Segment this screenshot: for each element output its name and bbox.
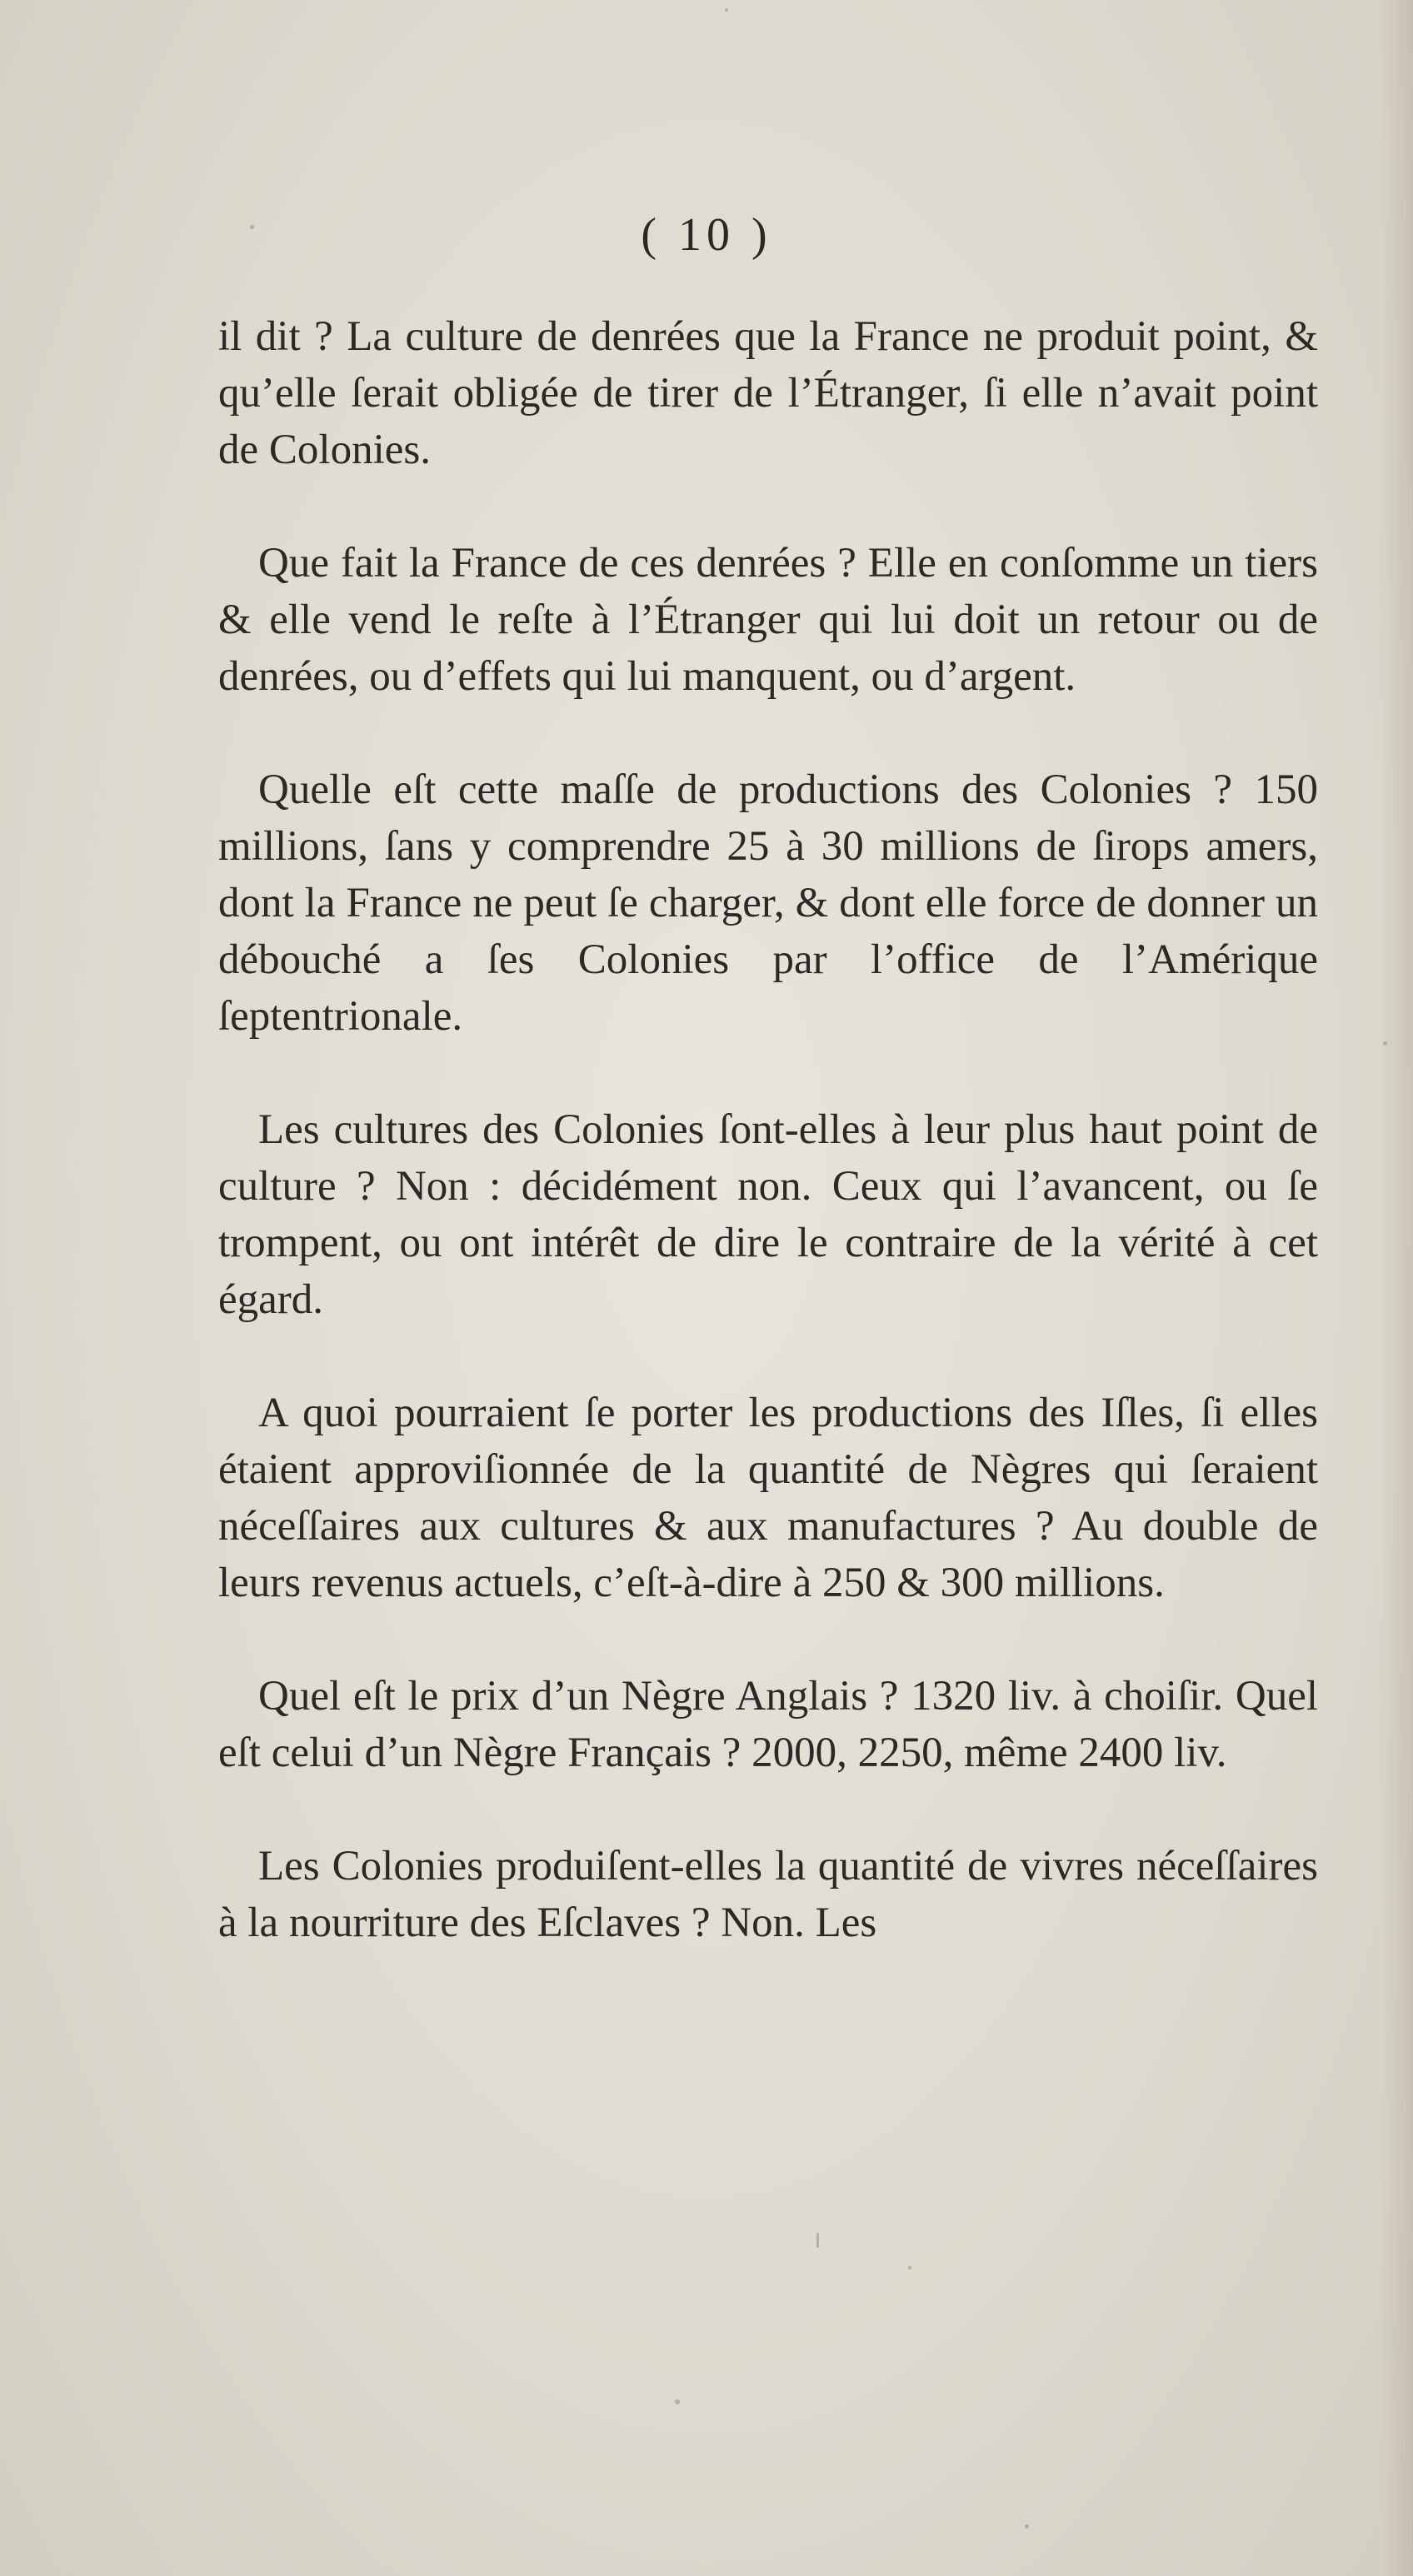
paragraph-7: Les Colonies produiſent-elles la quantité de vivres néceſſaires à la nourriture des Eſclaves ? Non. Les	[218, 1843, 1318, 1946]
page-number: ( 10 )	[641, 209, 772, 261]
paragraph-4: Les cultures des Colonies ſont-elles à leur plus haut point de culture ? Non : décidément non. Ceux qui l’avancent, ou ſe trompent, ou ont intérêt de dire le contraire de la vérité à cet égard.	[218, 1106, 1318, 1323]
paper-speck	[816, 2233, 819, 2248]
paper-speck	[1025, 2524, 1029, 2529]
paper-speck	[908, 2266, 911, 2269]
paper-speck	[1383, 1041, 1387, 1046]
body-text	[218, 308, 1318, 2008]
paper-speck	[250, 225, 254, 229]
paper-speck	[675, 2399, 680, 2404]
paragraph-5: A quoi pourraient ſe porter les productions des Iſles, ſi elles étaient approviſionnée de la quantité de Nègres qui ſeraient néceſſaires aux cultures & aux manufactures ? Au double de leurs revenus actuels, c’eſt-à-dire à 250 & 300 millions.	[218, 1390, 1318, 1606]
paragraph-3: Quelle eſt cette maſſe de productions des Colonies ? 150 millions, ſans y comprendre 25 à 30 millions de ſirops amers, dont la France ne peut ſe charger, & dont elle force de donner un débouché a ſes Colonies par l’office de l’Amérique ſeptentrionale.	[218, 766, 1318, 1040]
paragraph-1: il dit ? La culture de denrées que la France ne produit point, & qu’elle ſerait obligée de tirer de l’Étranger, ſi elle n’avait point de Colonies.	[218, 313, 1318, 473]
page-edge-shadow	[1380, 0, 1413, 2576]
paper-speck	[725, 8, 728, 12]
paragraph-6: Quel eſt le prix d’un Nègre Anglais ? 1320 liv. à choiſir. Quel eſt celui d’un Nègre Français ? 2000, 2250, même 2400 liv.	[218, 1673, 1318, 1776]
paragraph-2: Que fait la France de ces denrées ? Elle en conſomme un tiers & elle vend le reſte à l’Étranger qui lui doit un retour ou de denrées, ou d’effets qui lui manquent, ou d’argent.	[218, 540, 1318, 700]
